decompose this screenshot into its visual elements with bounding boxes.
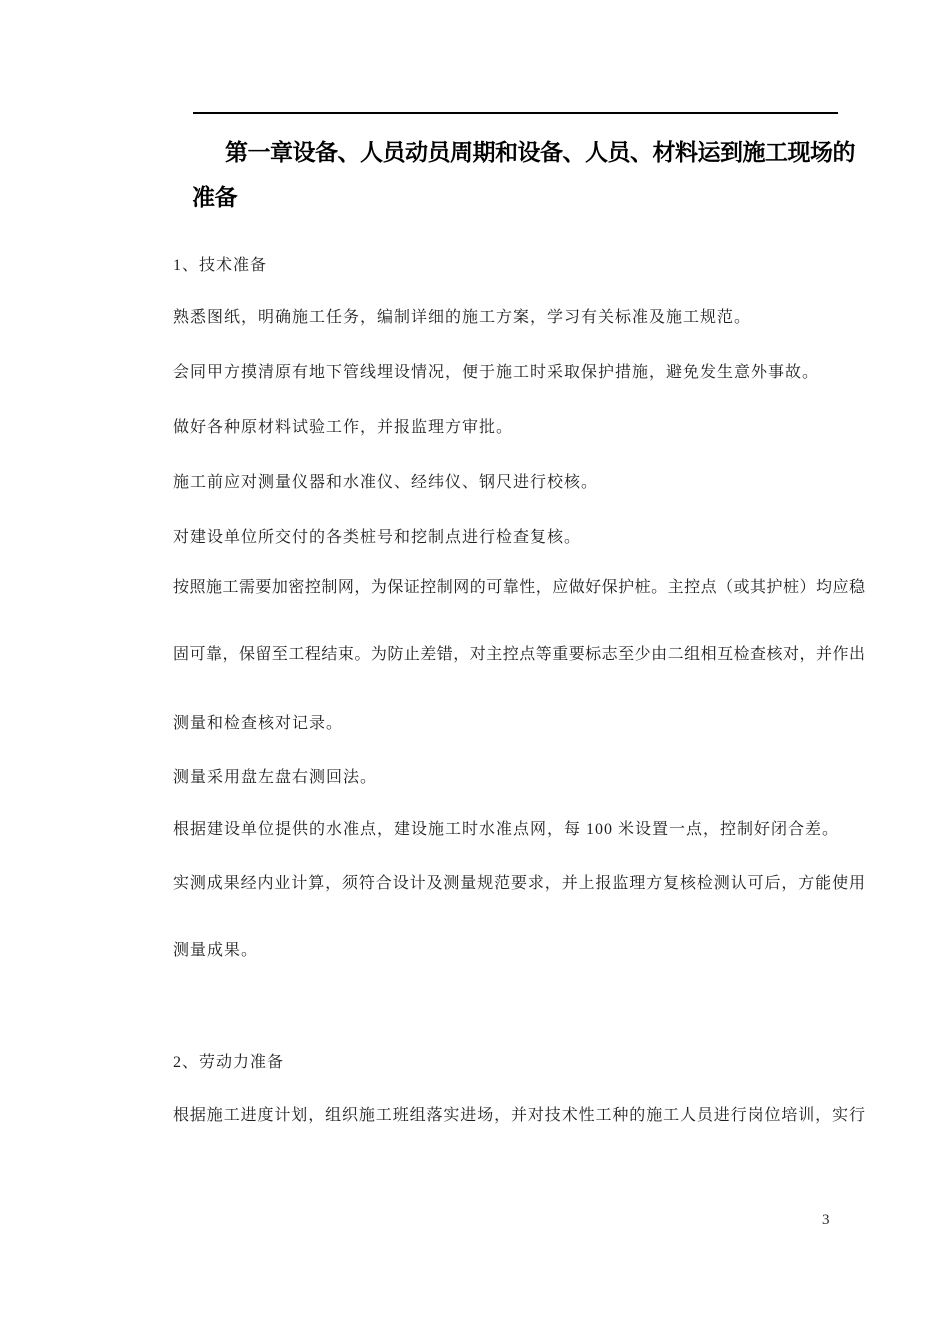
body-text-line: 对建设单位所交付的各类桩号和挖制点进行检查复核。	[173, 529, 582, 546]
header-rule	[193, 112, 838, 114]
body-text-line: 根据建设单位提供的水准点，建设施工时水准点网，每 100 米设置一点，控制好闭合差。	[173, 821, 840, 838]
body-text-line: 测量和检查核对记录。	[173, 715, 344, 732]
section-heading-1: 1、技术准备	[173, 257, 268, 274]
body-text-line: 实测成果经内业计算，须符合设计及测量规范要求，并上报监理方复核检测认可后，方能使用	[173, 875, 865, 892]
body-text-line: 会同甲方摸清原有地下管线埋设情况，便于施工时采取保护措施，避免发生意外事故。	[173, 364, 820, 381]
chapter-title	[192, 130, 882, 220]
body-text-line: 做好各种原材料试验工作，并报监理方审批。	[173, 419, 514, 436]
section-heading-2: 2、劳动力准备	[173, 1054, 285, 1071]
page-number: 3	[822, 1212, 830, 1228]
body-text-line: 施工前应对测量仪器和水准仪、经纬仪、钢尺进行校核。	[173, 474, 599, 491]
body-text-line: 测量采用盘左盘右测回法。	[173, 769, 378, 786]
body-text-line: 测量成果。	[173, 942, 259, 959]
chapter-title-line-2: 准备	[192, 185, 237, 210]
body-text-line: 按照施工需要加密控制网，为保证控制网的可靠性，应做好保护桩。主控点（或其护桩）均应稳	[173, 579, 865, 596]
chapter-title-line-1: 第一章设备、人员动员周期和设备、人员、材料运到施工现场的	[225, 140, 855, 165]
body-text-line: 熟悉图纸，明确施工任务，编制详细的施工方案，学习有关标准及施工规范。	[173, 309, 752, 326]
body-text-line: 根据施工进度计划，组织施工班组落实进场，并对技术性工种的施工人员进行岗位培训，实行	[173, 1107, 865, 1124]
body-text-line: 固可靠，保留至工程结束。为防止差错，对主控点等重要标志至少由二组相互检查核对，并作出	[173, 646, 865, 663]
